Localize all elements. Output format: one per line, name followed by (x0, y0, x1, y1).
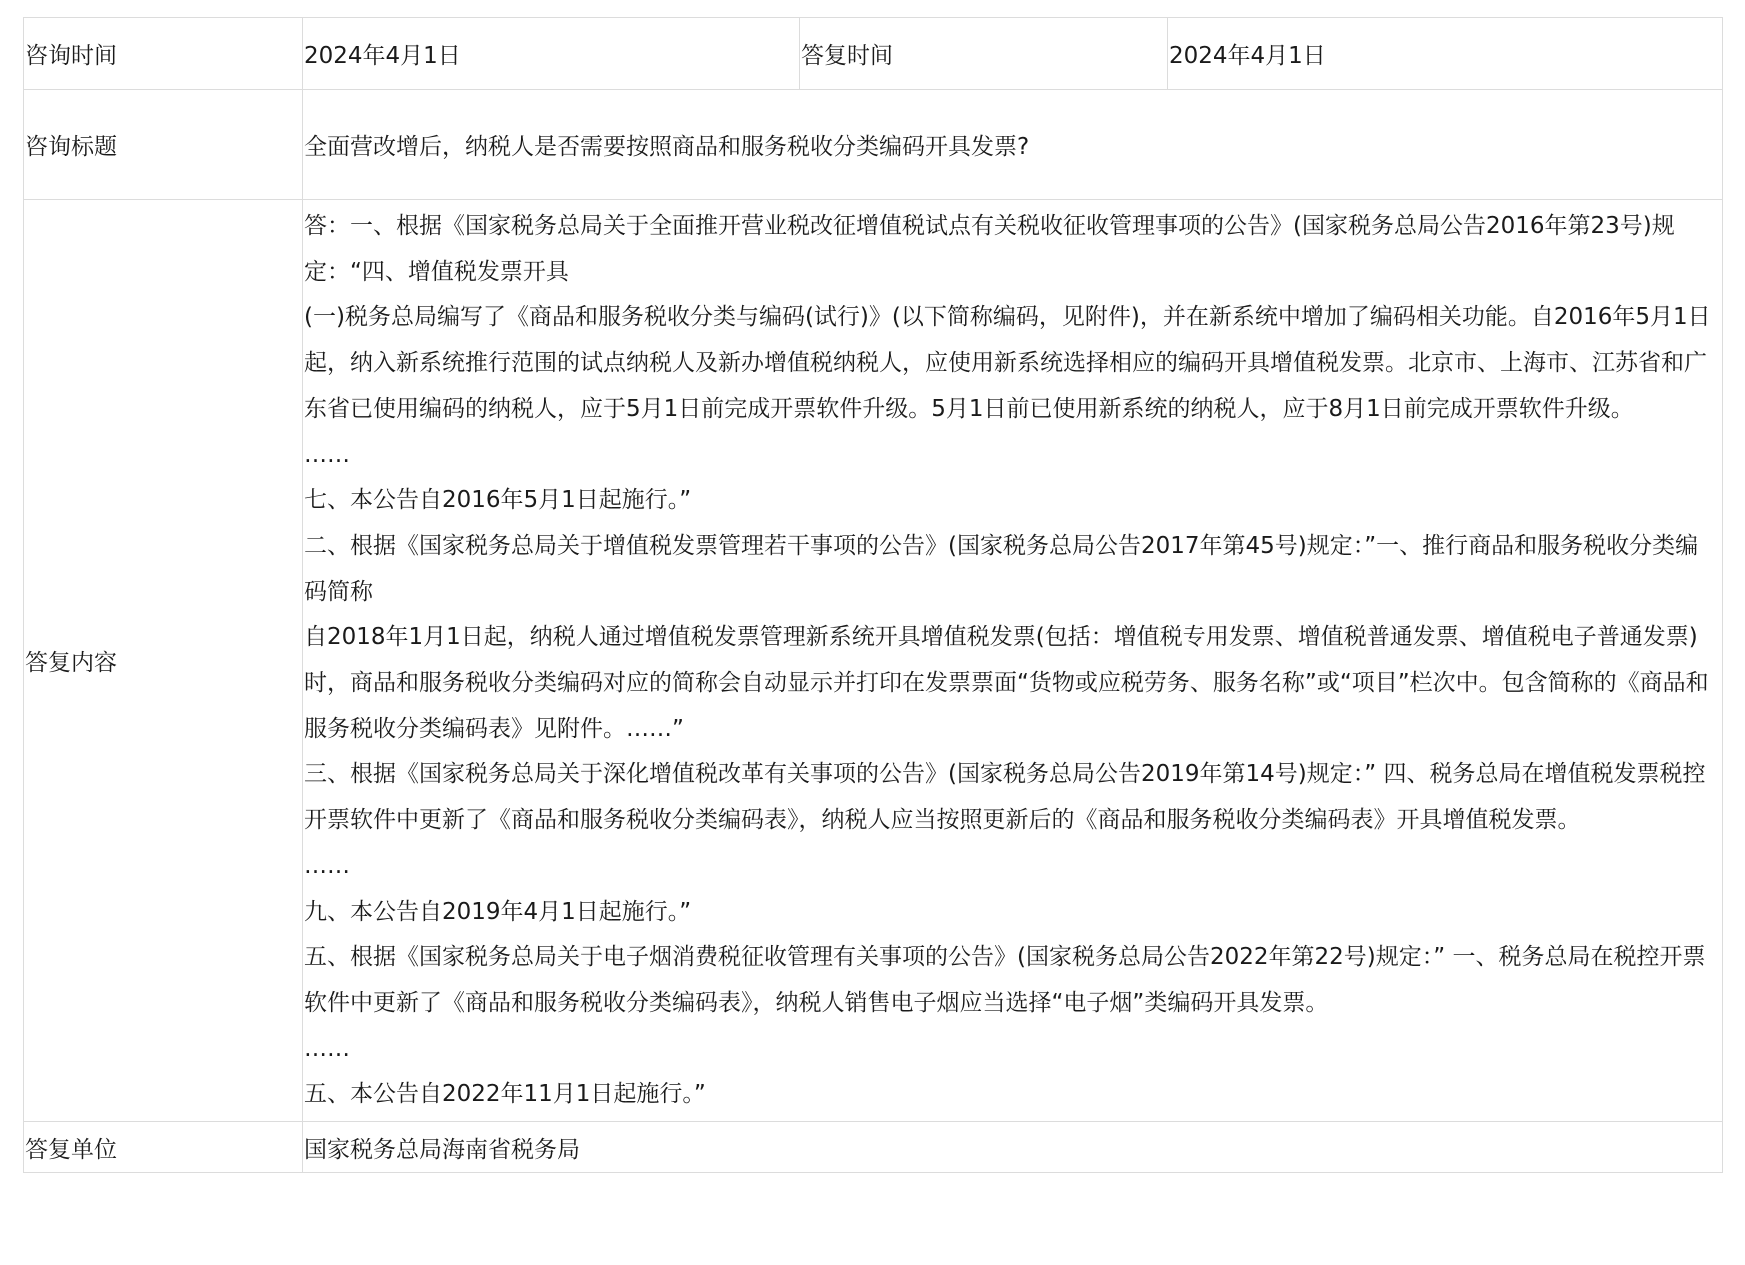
consult-title-label: 咨询标题 (24, 90, 303, 200)
consultation-table (23, 17, 1723, 1173)
reply-paragraph: …… (304, 1035, 350, 1062)
title-row (24, 90, 1723, 200)
reply-unit-label: 答复单位 (24, 1122, 303, 1173)
reply-paragraph: 自2018年1月1日起，纳税人通过增值税发票管理新系统开具增值税发票(包括：增值税专用发票、增值税普通发票、增值税电子普通发票)时，商品和服务税收分类编码对应的简称会自动显示并打印在发票票面“货物或应税劳务、服务名称”或“项目”栏次中。包含简称的《商品和服务税收分类编码表》见附件。……” (304, 624, 1709, 742)
reply-time-label: 答复时间 (800, 18, 1168, 90)
unit-row (24, 1122, 1723, 1173)
time-row (24, 18, 1723, 90)
reply-paragraph: …… (304, 852, 350, 879)
reply-paragraph: 九、本公告自2019年4月1日起施行。” (304, 898, 692, 925)
reply-paragraph: 三、根据《国家税务总局关于深化增值税改革有关事项的公告》(国家税务总局公告2019年第14号)规定：” 四、税务总局在增值税发票税控开票软件中更新了《商品和服务税收分类编码表》，纳税人应当按照更新后的《商品和服务税收分类编码表》开具增值税发票。 (304, 761, 1706, 834)
reply-paragraph: 答：一、根据《国家税务总局关于全面推开营业税改征增值税试点有关税收征收管理事项的公告》(国家税务总局公告2016年第23号)规定：“四、增值税发票开具 (304, 213, 1675, 285)
reply-content-body (303, 200, 1723, 1122)
consult-time-value: 2024年4月1日 (303, 18, 800, 90)
reply-paragraph: 五、本公告自2022年11月1日起施行。” (304, 1081, 706, 1108)
reply-paragraph: 五、根据《国家税务总局关于电子烟消费税征收管理有关事项的公告》(国家税务总局公告2022年第22号)规定：” 一、税务总局在税控开票软件中更新了《商品和服务税收分类编码表》，纳税人销售电子烟应当选择“电子烟”类编码开具发票。 (304, 944, 1706, 1016)
reply-paragraph: (一)税务总局编写了《商品和服务税收分类与编码(试行)》(以下简称编码，见附件)，并在新系统中增加了编码相关功能。自2016年5月1日起，纳入新系统推行范围的试点纳税人及新办增值税纳税人，应使用新系统选择相应的编码开具增值税发票。北京市、上海市、江苏省和广东省已使用编码的纳税人，应于5月1日前完成开票软件升级。5月1日前已使用新系统的纳税人，应于8月1日前完成开票软件升级。 (304, 304, 1711, 422)
reply-content-label: 答复内容 (24, 200, 303, 1122)
reply-time-value: 2024年4月1日 (1168, 18, 1723, 90)
reply-paragraph: 二、根据《国家税务总局关于增值税发票管理若干事项的公告》(国家税务总局公告2017年第45号)规定：”一、推行商品和服务税收分类编码简称 (304, 532, 1699, 605)
reply-paragraph: 七、本公告自2016年5月1日起施行。” (304, 487, 692, 514)
reply-paragraph: …… (304, 441, 350, 468)
content-row (24, 200, 1723, 1122)
consult-time-label: 咨询时间 (24, 18, 303, 90)
reply-unit-value: 国家税务总局海南省税务局 (303, 1122, 1723, 1173)
consult-title-value: 全面营改增后，纳税人是否需要按照商品和服务税收分类编码开具发票? (303, 90, 1723, 200)
